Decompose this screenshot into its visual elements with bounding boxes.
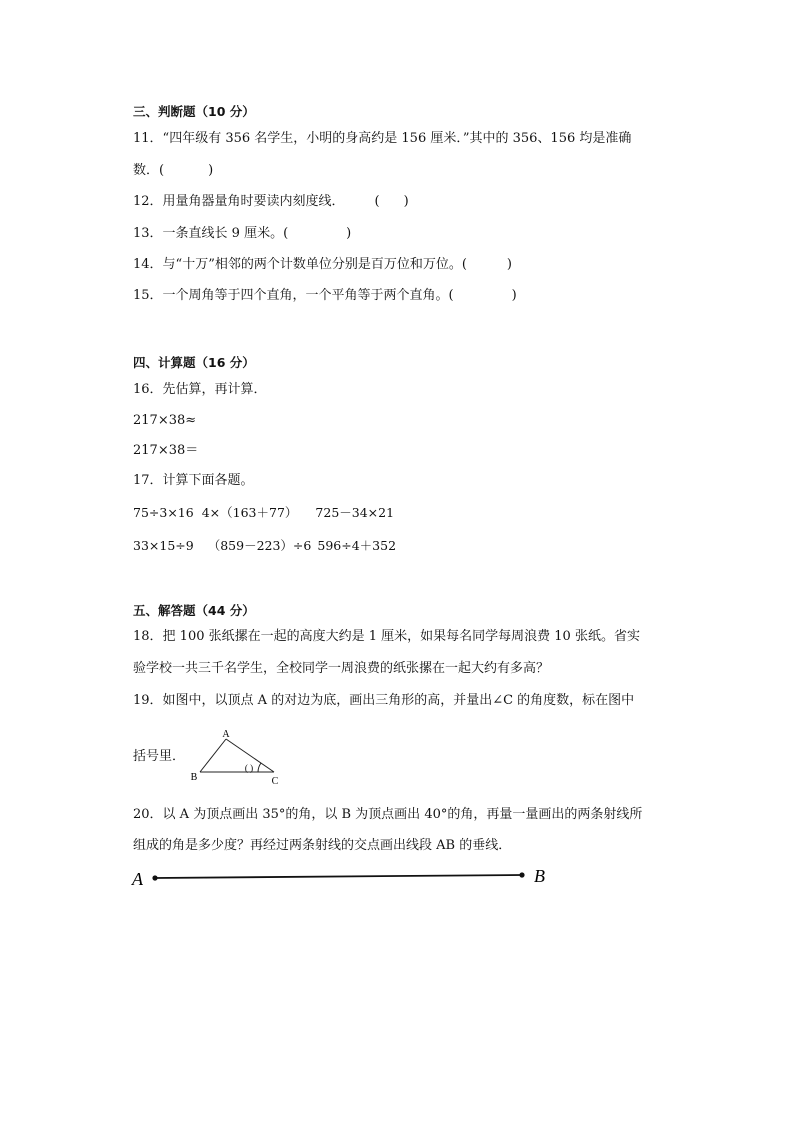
- question-11-line2: [133, 162, 213, 180]
- question-14: [133, 256, 512, 274]
- question-18-line2: 验学校一共三千名学生，全校同学一周浪费的纸张摞在一起大约有多高？: [133, 661, 550, 676]
- question-13-text: 13．一条直线长 9 厘米。(: [133, 226, 289, 241]
- question-13: [133, 225, 351, 243]
- section-heading-word-problems: 五、解答题（44 分）: [133, 603, 255, 618]
- vertex-c-label: C: [271, 776, 279, 787]
- question-20-line2: 组成的角是多少度？再经过两条射线的交点画出线段 AB 的垂线．: [133, 838, 512, 853]
- question-12-paren-open: (: [374, 194, 380, 209]
- expr-17-2: 4×（163＋77）: [201, 505, 298, 520]
- expr-17-3: 725－34×21: [315, 505, 395, 520]
- segment-ab: [155, 875, 522, 878]
- question-17: 17．计算下面各题。: [133, 473, 254, 488]
- question-11-paren-close: ): [208, 163, 214, 178]
- question-15-paren-close: ): [511, 288, 517, 303]
- expr-17-1: 75÷3×16: [133, 505, 194, 520]
- question-14-paren-close: ): [506, 257, 512, 272]
- question-20-line1: 20．以 A 为顶点画出 35°的角，以 B 为顶点画出 40°的角，再量一量画出的两条射线所: [133, 807, 643, 822]
- question-14-text: 14．与“十万”相邻的两个计数单位分别是百万位和万位。(: [133, 257, 467, 272]
- question-13-paren-close: ): [346, 226, 352, 241]
- point-b-dot: [519, 872, 524, 877]
- question-12-paren-close: ): [403, 194, 409, 209]
- question-12-text: 12．用量角器量角时要读内刻度线．: [133, 194, 345, 209]
- point-a-label: A: [132, 869, 143, 889]
- question-11-line1: 11．“四年级有 356 名学生，小明的身高约是 156 厘米．”其中的 356、156 均是准确: [133, 131, 632, 146]
- vertex-a-label: A: [222, 729, 230, 740]
- question-11-text: 数．(: [133, 163, 165, 178]
- angle-c-answer-parens[interactable]: ( ): [244, 763, 254, 773]
- question-12: [133, 193, 409, 211]
- expr-17-6: 596÷4＋352: [317, 538, 397, 553]
- triangle-side-ab: [200, 739, 226, 772]
- triangle-figure: [190, 726, 286, 788]
- question-18-line1: 18．把 100 张纸摞在一起的高度大约是 1 厘米，如果每名同学每周浪费 10 张纸。省实: [133, 629, 640, 644]
- question-16-exact: 217×38＝: [133, 443, 199, 458]
- question-19-line1: 19．如图中，以顶点 A 的对边为底，画出三角形的高，并量出∠C 的角度数，标在图中: [133, 693, 635, 708]
- question-17-row1: [133, 504, 394, 522]
- expr-17-5: （859－223）÷6: [207, 538, 312, 553]
- question-16-estimate: 217×38≈: [133, 413, 197, 428]
- question-16: 16．先估算，再计算．: [133, 382, 267, 397]
- section-heading-judgment: 三、判断题（10 分）: [133, 104, 255, 119]
- vertex-b-label: B: [190, 772, 198, 783]
- question-19-line2: 括号里．: [133, 749, 186, 764]
- angle-c-arc: [258, 763, 261, 772]
- question-15: [133, 287, 517, 305]
- question-15-text: 15．一个周角等于四个直角，一个平角等于两个直角。(: [133, 288, 454, 303]
- section-heading-calculation: 四、计算题（16 分）: [133, 355, 255, 370]
- point-b-label: B: [534, 866, 545, 886]
- question-17-row2: [133, 537, 396, 555]
- expr-17-4: 33×15÷9: [133, 538, 194, 553]
- segment-ab-figure: [128, 862, 558, 892]
